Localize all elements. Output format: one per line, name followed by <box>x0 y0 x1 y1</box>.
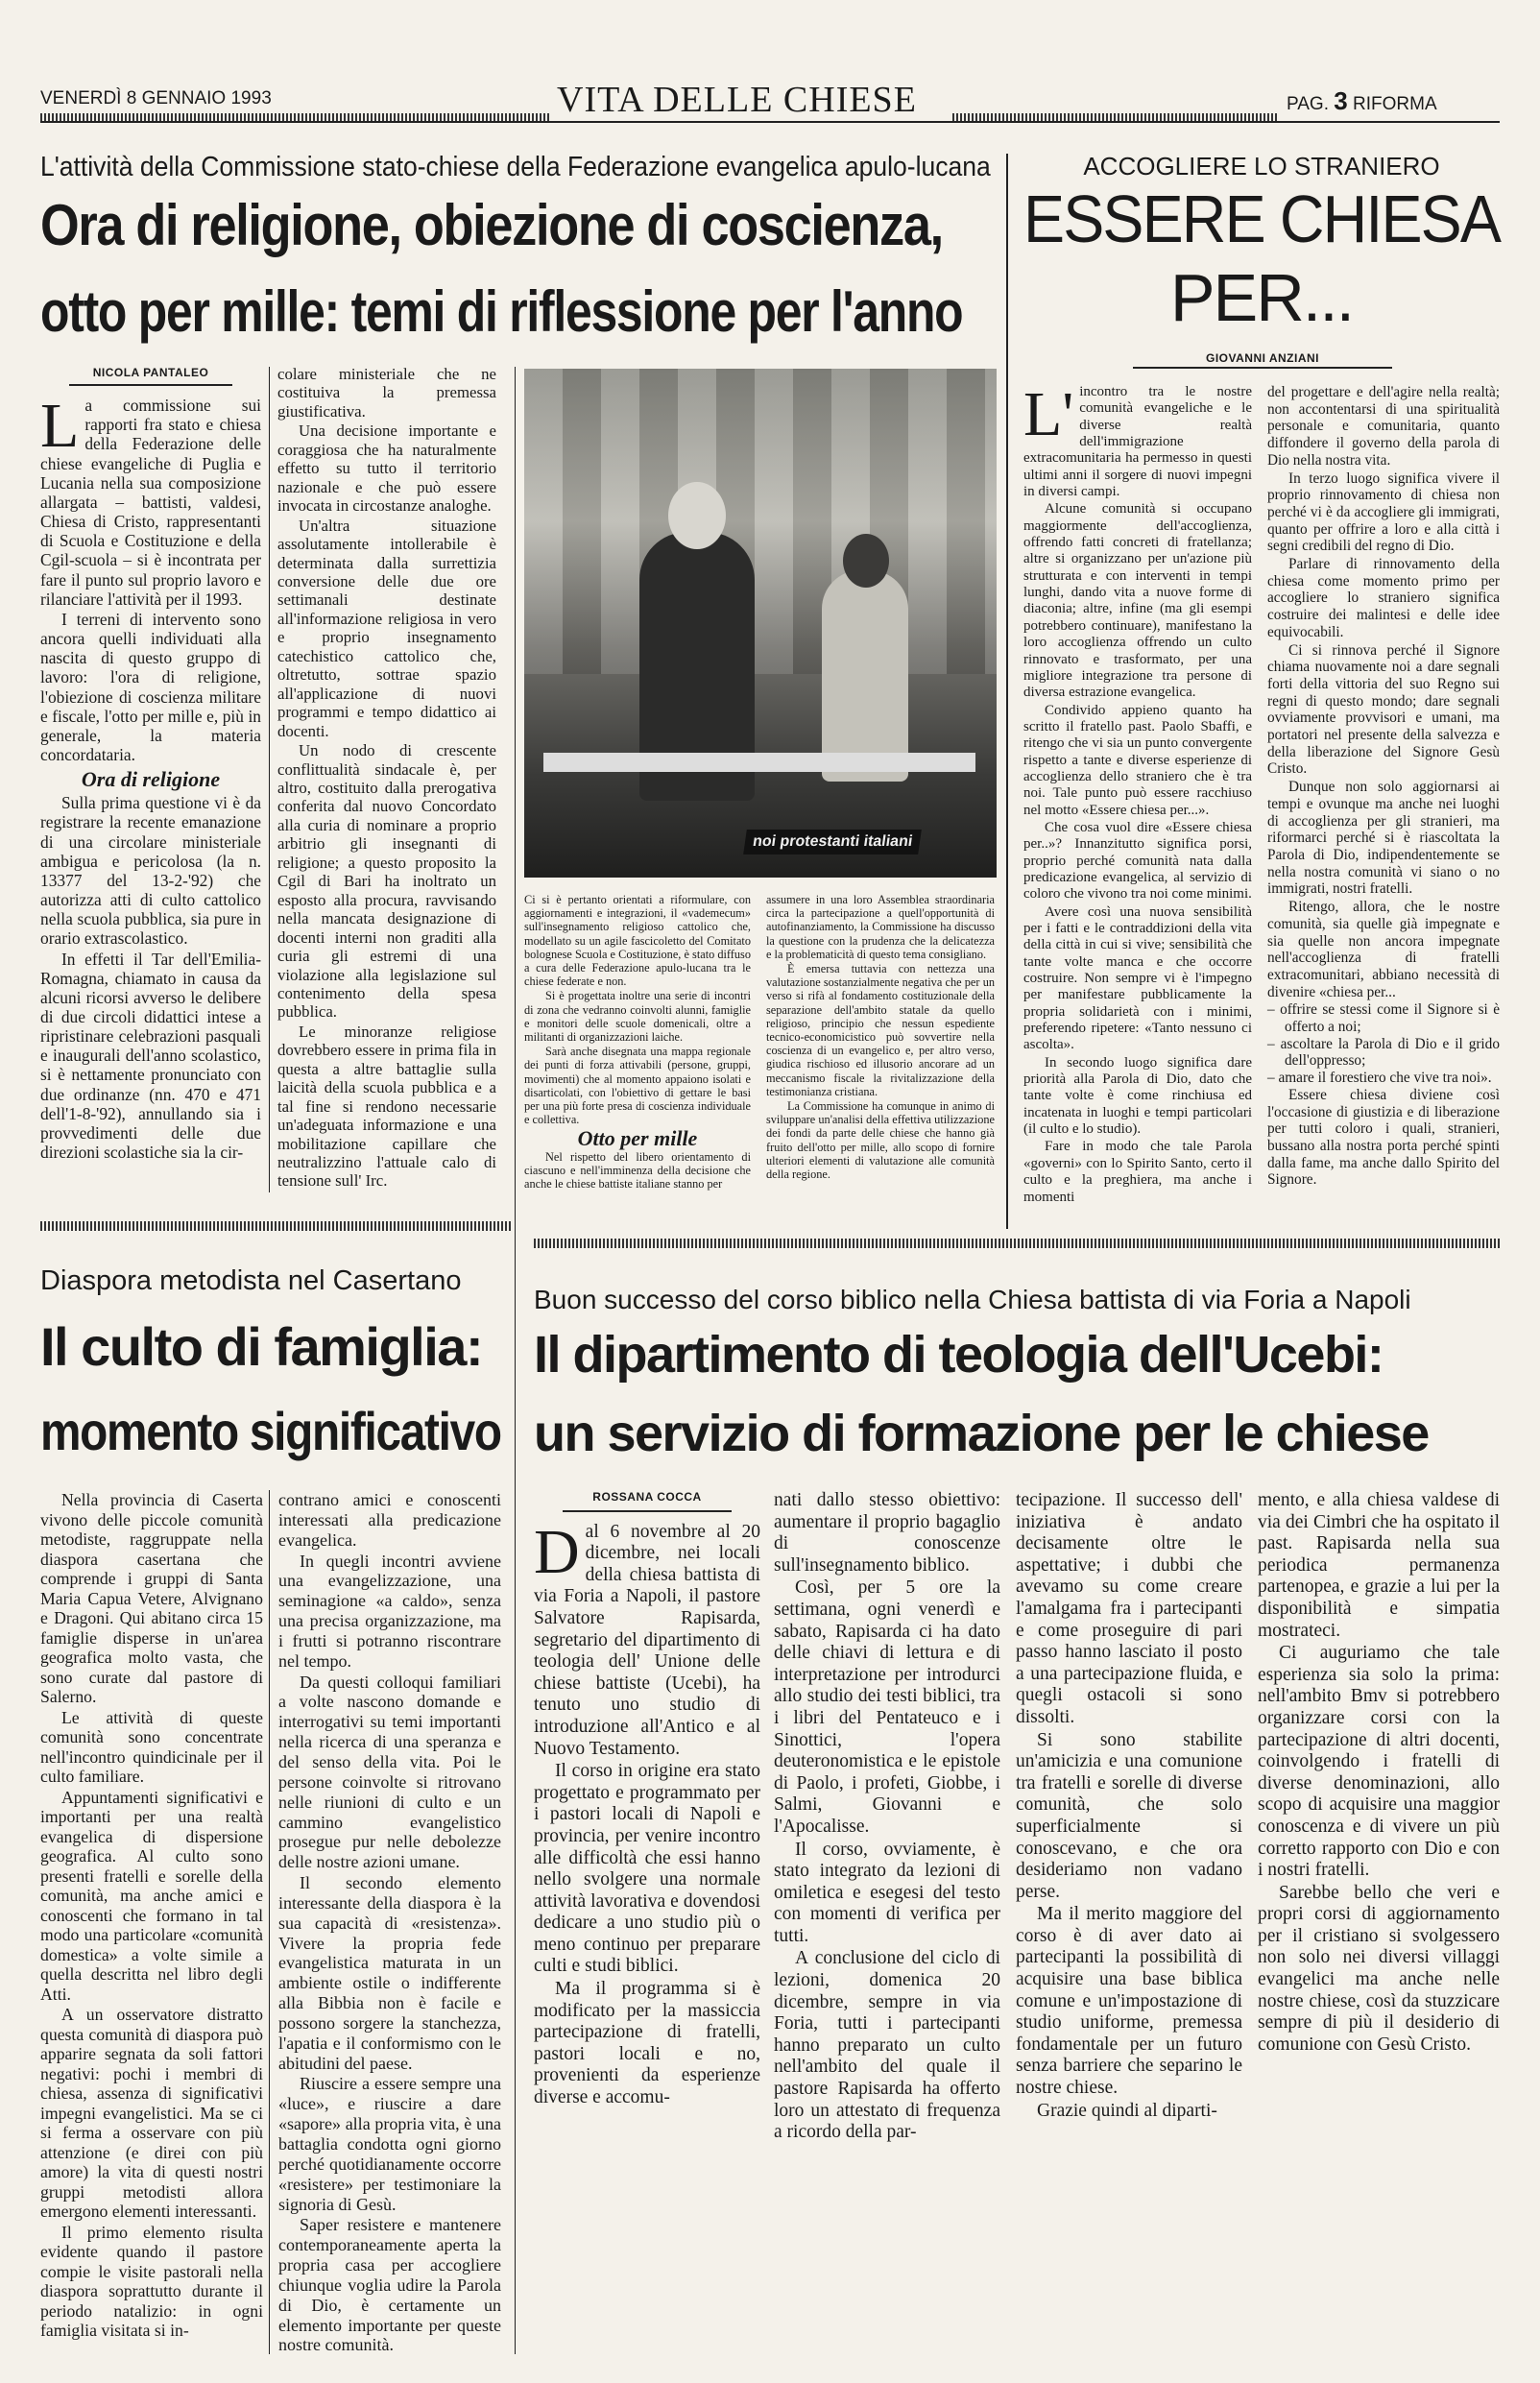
paragraph: Nel rispetto del libero orientamento di ciascuno e nell'imminenza della decisione che anche le chiese battiste italiane stanno per <box>524 1149 751 1192</box>
art4-col3 <box>1016 1490 1242 2123</box>
art3-title-line2: momento significativo <box>40 1401 501 1461</box>
paragraph: Le attività di queste comunità sono concentrate nell'incontro quindicinale per il culto familiare. <box>40 1707 263 1786</box>
paragraph: Parlare di rinnovamento della chiesa come momento primo per accogliere lo straniero significa costruire dei malintesi e delle idee equivocabili. <box>1267 556 1500 640</box>
paragraph: Avere così una nuova sensibilità per i fatti e le contraddizioni della vita della città in cui si vive; sensibilità che tante volte manca e che occorre costruire. Non sempre vi è l'impegno per manifestare pubblicamente la propria solidarietà con i minimi, preferendo ripetere: «Tanto nessuno ci ascolta». <box>1023 903 1252 1053</box>
art1-photo <box>524 369 997 878</box>
paragraph: colare ministeriale che ne costituiva la premessa giustificativa. <box>277 365 496 421</box>
paragraph: Nella provincia di Caserta vivono delle piccole comunità metodiste, raggruppate nella diaspora casertana che comprende i gruppi di Santa Maria Capua Vetere, Alvignano e Dragoni. Qui abitano circa 15 famiglie disperse in un'area geografica molto vasta, che sono curate dal pastore di Salerno. <box>40 1490 263 1706</box>
paragraph: Grazie quindi al diparti- <box>1037 2100 1217 2121</box>
art2-list <box>1278 1001 1500 1087</box>
paragraph: Sulla prima questione vi è da registrare la recente emanazione di una circolare ministeriale ambigua e pericolosa (la n. 13377 del 13-2-'92) che autorizza atti di culto cattolico nella scuola pubblica, sia pure in orario extrascolastico. <box>40 793 261 949</box>
paragraph: Dunque non solo aggiornarsi ai tempi e ovunque ma anche nei luoghi di accoglienza per gli stranieri, ma riformarci perché si è riascoltata la Parola di Dio, indipendentemente se nella nostra comunità vi siano o no immigrati, nostri fratelli. <box>1267 779 1500 898</box>
paragraph: Il primo elemento risulta evidente quando il pastore compie le visite pastorali nella diaspora soprattutto durante il periodo natalizio: in ogni famiglia visitata si in- <box>40 2222 263 2340</box>
paragraph: La Commissione ha comunque in animo di sviluppare un'analisi della effettiva utilizzazione dei fondi da parte delle chiese che hanno già fruito dell'otto per mille, allo scopo di fornire ulteriori elementi di valutazione alle comunità della regione. <box>766 1099 995 1182</box>
paragraph: Da questi colloqui familiari a volte nascono domande e interrogativi su temi importanti nella ricerca di una speranza e del senso della vita. Poi le persone coinvolte si ritrovano nelle riunioni di culto e un cammino evangelistico prosegue pur nelle debolezze delle nostre azioni umane. <box>278 1672 501 1872</box>
paragraph: Ma il programma si è modificato per la massiccia partecipazione di fratelli, pastori locali e no, provenienti da esperienze diverse e accomu- <box>534 1979 760 2108</box>
paragraph: Condivido appieno quanto ha scritto il fratello past. Paolo Sbaffi, e ritengo che vi sia un punto convergente rispetto a tante e diverse esperienze di accoglienza dello straniero che è tra noi. Tale punto può essere racchiuso nel motto «Essere chiesa per...». <box>1023 702 1252 818</box>
masthead-section: VITA DELLE CHIESE <box>557 80 917 120</box>
art2-kicker: ACCOGLIERE LO STRANIERO <box>1083 152 1440 181</box>
masthead-underline <box>40 121 1500 123</box>
paragraph: Che cosa vuol dire «Essere chiesa per..»? Innanzitutto significa porsi, proprio perché comunità nata dalla predicazione evangelica, al servizio di coloro che vivono tra noi come minimi. <box>1023 819 1252 903</box>
art3-kicker: Diaspora metodista nel Casertano <box>40 1265 462 1296</box>
list-item: – ascoltare la Parola di Dio e il grido dell'oppresso; <box>1285 1036 1500 1070</box>
paragraph: Le minoranze religiose dovrebbero essere in prima fila in questa a altre battaglie sulla laicità della scuola pubblica e a tal fine si rendono necessarie un'adeguata informazione e una mobilitazione capillare che neutralizzino l'attuale calo di tensione sull' Irc. <box>277 1022 496 1191</box>
paper-name: RIFORMA <box>1353 94 1437 114</box>
paragraph: Il secondo elemento interessante della diaspora è la sua capacità di «resistenza». Vivere la propria fede evangelistica maturata in un ambiente ostile o indifferente alla Bibbia non è facile e possono sorgere la stanchezza, l'apatia e il conformismo con le abitudini del paese. <box>278 1873 501 2073</box>
art4-title-line1: Il dipartimento di teologia dell'Ucebi: <box>534 1326 1384 1384</box>
paragraph: nati dallo stesso obiettivo: aumentare il proprio bagaglio di conoscenze sull'insegnamento biblico. <box>774 1490 1000 1576</box>
paragraph: Appuntamenti significativi e importanti per una realtà evangelica di dispersione geografica. Al culto sono presenti fratelli e sorelle della comunità, ma anche amici e conoscenti che formano in tal modo una particolare «comunità domestica» a volte simile a quella descritta nel libro degli Atti. <box>40 1787 263 2004</box>
art3-col1 <box>40 1490 263 2342</box>
art1-subhead-ottopermille: Otto per mille <box>577 1126 698 1151</box>
paragraph: Sarebbe bello che veri e propri corsi di aggiornamento per il cristiano si svolgessero non solo nei diversi villaggi evangelici ma anche nelle nostre chiese, così da stuzzicare sempre di più il desiderio di comunione con Gesù Cristo. <box>1258 1882 1500 2055</box>
art3-title-line1: Il culto di famiglia: <box>40 1316 483 1377</box>
art1-title-line1: Ora di religione, obiezione di coscienza, <box>40 193 943 257</box>
art1-subhead-religione: Ora di religione <box>81 767 221 792</box>
art2-title-line2: PER... <box>1169 260 1354 335</box>
art1-col2 <box>277 365 496 1192</box>
masthead-date: VENERDÌ 8 GENNAIO 1993 <box>40 88 272 108</box>
art1-col3 <box>524 893 751 1192</box>
column-rule <box>269 1490 270 2354</box>
paragraph: In effetti il Tar dell'Emilia-Romagna, chiamato in causa da alcuni ricorsi avverso le delibere di due circoli didattici intese a ripristinare celebrazioni pasquali e inaugurali dell'anno scolastico, si è nettamente pronunciato con due ordinanze (nn. 470 e 471 dell'1-8-'92), annullando sia i provvedimenti delle due direzioni scolastiche sia la cir- <box>40 949 261 1163</box>
art4-kicker: Buon successo del corso biblico nella Chiesa battista di via Foria a Napoli <box>534 1285 1411 1314</box>
column-rule <box>269 367 270 1192</box>
art3-top-rule <box>40 1221 511 1231</box>
paragraph: Una decisione importante e coraggiosa che ha naturalmente effetto su tutto il territorio nazionale e che può essere invocata in circostanze analoghe. <box>277 421 496 516</box>
art4-top-rule <box>534 1239 1500 1248</box>
paragraph: Sarà anche disegnata una mappa regionale dei punti di forza attivabili (persone, gruppi, movimenti) che al momento appaiono isolati e disarticolati, con l'obiettivo di gettare le basi per una più forte presa di coscienza individuale e collettiva. <box>524 1045 751 1127</box>
column-rule-right <box>1006 154 1008 1229</box>
column-rule <box>515 367 516 2354</box>
paragraph: Così, per 5 ore la settimana, ogni venerdì e sabato, Rapisarda ci ha dato delle chiavi di lettura e di interpretazione per introdurci allo studio dei testi biblici, tra i libri del Pentateuco e i Sinottici, l'opera deuteronomistica e le epistole di Paolo, i profeti, Giobbe, i Salmi, Giovanni e l'Apocalisse. <box>774 1577 1000 1837</box>
art4-col4 <box>1258 1490 1500 2057</box>
paragraph: Si sono stabilite un'amicizia e una comunione tra fratelli e sorelle di diverse comunità, che solo superficialmente si conoscevano, e che ora desideriamo non vadano perse. <box>1016 1729 1242 1902</box>
art1-drop-cap: L <box>40 391 80 462</box>
paragraph: Saper resistere e mantenere contemporaneamente aperta la propria casa per accogliere chiunque voglia udire la Parola di Dio, è certamente un elemento importante per queste nostre comunità. <box>278 2215 501 2355</box>
page-label: PAG. <box>1287 94 1329 114</box>
art4-title-line2: un servizio di formazione per le chiese <box>534 1405 1429 1462</box>
photo-banner: noi protestanti italiani <box>743 830 922 855</box>
art2-byline: GIOVANNI ANZIANI <box>1133 351 1392 369</box>
paragraph: Il corso, ovviamente, è stato integrato da lezioni di omiletica e esegesi del testo con momenti di verifica per tutti. <box>774 1839 1000 1946</box>
art1-byline: NICOLA PANTALEO <box>69 363 232 386</box>
art2-col1 <box>1023 379 1252 1207</box>
art1-title-line2: otto per mille: temi di riflessione per l'anno <box>40 279 963 344</box>
page-number: 3 <box>1334 86 1348 115</box>
list-item: – offrire se stessi come il Signore si è offerto a noi; <box>1285 1001 1500 1035</box>
paragraph: Un nodo di crescente conflittualità sindacale è, per altro, costituito dalla prerogativa conferita dal nuovo Concordato alla curia di nominare a proprio arbitrio gli insegnanti di religione; a questo proposito la Cgil di Bari ha inoltrato un esposto alla procura, ravvisando nella mancata designazione di docenti interni non graditi alla curia gli estremi di una violazione alla legislazione sul contenimento della spesa pubblica. <box>277 741 496 1022</box>
paragraph: Ma il merito maggiore del corso è di aver dato ai partecipanti la possibilità di acquisire una base biblica comune e un'impostazione di studio uniforme, premessa fondamentale per un futuro senza barriere che separino le nostre chiese. <box>1016 1904 1242 2099</box>
paragraph: al 6 novembre al 20 dicembre, nei locali della chiesa battista di via Foria a Napoli, il pastore Salvatore Rapisarda, segretario del dipartimento di teologia dell' Unione delle chiese battiste (Ucebi), ha tenuto uno studio di introduzione all'Antico e al Nuovo Testamento. <box>534 1521 760 1759</box>
paragraph: In secondo luogo significa dare priorità alla Parola di Dio, dato che tante volte è come rinchiusa ed incatenata in luoghi e tempi particolari (il culto e lo studio). <box>1023 1054 1252 1138</box>
paragraph: È emersa tuttavia con nettezza una valutazione sostanzialmente negativa che per un verso si rifà al fondamento costituzionale della separazione dell'ambito statale da quello religioso, principio che nessun espediente tecnico-economicistico può sovvertire nella coscienza di un evangelico e, per altro verso, giudica rischioso ed illusorio ancorare ad un meccanismo fiscale la rivitalizzazione della testimonianza cristiana. <box>766 962 995 1098</box>
art1-kicker: L'attività della Commissione stato-chiese della Federazione evangelica apulo-lucana <box>40 152 991 182</box>
paragraph: assumere in una loro Assemblea straordinaria circa la partecipazione a quell'opportunità di autofinanziamento, la Commissione ha discusso la questione con la prudenza che la delicatezza e la problematicità di questo tema consigliano. <box>766 893 995 961</box>
masthead-page <box>1287 86 1437 116</box>
art4-drop-cap: D <box>534 1516 580 1587</box>
art4-byline: ROSSANA COCCA <box>563 1486 732 1512</box>
list-item: – amare il forestiero che vive tra noi». <box>1285 1070 1500 1087</box>
paragraph: Alcune comunità si occupano maggiormente dell'accoglienza, offrendo fatti concreti di fratellanza; altre si organizzano per un'azione più strutturata e con interventi in tempi lunghi, dando vita a nuove forme di diaconia; altre, infine (ma gli esempi potrebbero continuare), manifestano la loro accoglienza offrendo un culto rinnovato e trasformato, per una migliore integrazione tra persone di diversa estrazione evangelica. <box>1023 501 1252 701</box>
paragraph: In quegli incontri avviene una evangelizzazione, una seminagione «a caldo», senza una precisa organizzazione, ma i frutti si potranno riscontrare nel tempo. <box>278 1551 501 1671</box>
paragraph: Si è progettata inoltre una serie di incontri di zona che vedranno coinvolti alunni, famiglie e monitori delle scuole domenicali, oltre a militanti di organizzazioni laiche. <box>524 989 751 1045</box>
paragraph: tecipazione. Il successo dell' iniziativa è andato decisamente oltre le aspettative; i dubbi che avevamo su come creare l'amalgama fra i partecipanti e come proseguire di pari passo hanno lasciato il posto a una partecipazione fluida, e quegli ostacoli si sono dissolti. <box>1016 1490 1242 1727</box>
art1-col1 <box>40 363 261 1163</box>
paragraph: mento, e alla chiesa valdese di via dei Cimbri che ha ospitato il past. Rapisarda nella sua periodica permanenza partenopea, e grazie a lui per la disponibilità e simpatia mostrateci. <box>1258 1490 1500 1641</box>
art2-title-line1: ESSERE CHIESA <box>1023 181 1501 256</box>
paragraph: A un osservatore distratto questa comunità di diaspora può apparire segnata da soli fattori negativi: pochi i membri di chiesa, assenza di significativi impegni evangelistici. Ma se ci si ferma a osservare con più attenzione (e direi con più amore) la vita di questi nostri gruppi metodisti allora emergono elementi interessanti. <box>40 2005 263 2221</box>
art4-col2 <box>774 1490 1000 2145</box>
paragraph: incontro tra le nostre comunità evangeliche e le diverse realtà dell'immigrazione extracomunitaria ha permesso in questi ultimi anni il sorgere di nuovi impegni in diversi campi. <box>1023 384 1252 500</box>
paragraph: a commissione sui rapporti fra stato e chiesa della Federazione delle chiese evangeliche di Puglia e Lucania nella sua composizione allargata – battisti, valdesi, Chiesa di Cristo, rappresentanti di Scuola e Costituzione e della Cgil-scuola – si è incontrata per fare il punto sul proprio lavoro e rilanciare l'attività per il 1993. <box>40 396 261 609</box>
art4-col1 <box>534 1486 760 2110</box>
paragraph: del progettare e dell'agire nella realtà; non accontentarsi di una spiritualità personale e comunitaria, quanto diffondere il governo della parola di Dio nella nostra vita. <box>1267 384 1500 469</box>
paragraph: In terzo luogo significa vivere il proprio rinnovamento di chiesa non perché vi è da accogliere gli immigrati, quanto per offrire a loro e alla città i segni credibili del regno di Dio. <box>1267 469 1500 555</box>
paragraph: Riuscire a essere sempre una «luce», e riuscire a dare «sapore» alla propria vita, è una battaglia condotta ogni giorno perché quotidianamente occorre «resistere» per testimoniare la signoria di Gesù. <box>278 2074 501 2214</box>
paragraph: Fare in modo che tale Parola «governi» con lo Spirito Santo, certo il culto e la preghiera, ma anche i momenti <box>1023 1139 1252 1205</box>
paragraph: I terreni di intervento sono ancora quelli individuati alla nascita di questo gruppo di lavoro: l'ora di religione, l'obiezione di coscienza militare e fiscale, l'otto per mille e, più in generale, la materia concordataria. <box>40 609 261 764</box>
paragraph: Il corso in origine era stato progettato e programmato per i pastori locali di Napoli e provincia, per venire incontro alle difficoltà che essi hanno nello svolgere una normale attività lavorativa e dovendosi dedicare a uno studio più o meno continuo per preparare culti e studi biblici. <box>534 1761 760 1977</box>
paragraph: Ci auguriamo che tale esperienza sia solo la prima: nell'ambito Bmv si potrebbero organizzare corsi con la partecipazione di altri docenti, coinvolgendo i fratelli di diverse denominazioni, allo scopo di acquisire una maggior conoscenza e di vivere un più corretto rapporto con Dio e con i nostri fratelli. <box>1258 1643 1500 1881</box>
paragraph: contrano amici e conoscenti interessati alla predicazione evangelica. <box>278 1490 501 1550</box>
paragraph: A conclusione del ciclo di lezioni, domenica 20 dicembre, sempre in via Foria, tutti i partecipanti hanno preparato un culto nell'ambito del quale il pastore Rapisarda ha offerto loro un attestato di frequenza a ricordo della par- <box>774 1948 1000 2143</box>
paragraph: Essere chiesa diviene così l'occasione di giustizia e di liberazione per tutti coloro i quali, stranieri, bussano alla nostra porta perché spinti dalla fame, ma anche dallo Spirito del Signore. <box>1267 1086 1500 1189</box>
art1-col4 <box>766 893 995 1182</box>
paragraph: Ritengo, allora, che le nostre comunità, sia quelle già impegnate e sia quelle non ancora impegnate nell'accoglienza di fratelli extracomunitari, abbiano necessità di divenire «chiesa per... <box>1267 899 1500 1000</box>
art3-col2 <box>278 1490 501 2356</box>
paragraph: Un'altra situazione assolutamente intollerabile è determinata dalla surrettizia conversione delle due ore settimanali destinate all'informazione religiosa in vero e proprio insegnamento catechistico cattolico che, oltretutto, sottrae spazio all'applicazione di nuovi programmi e tempo didattico ai docenti. <box>277 516 496 740</box>
art2-col2 <box>1267 384 1500 1190</box>
art2-drop-cap: L' <box>1023 379 1074 449</box>
paragraph: Ci si è pertanto orientati a riformulare, con aggiornamenti e integrazioni, il «vademecum» sull'insegnamento religioso cattolico che, modellato su un agile fascicoletto del Comitato bolognese Scuola e Costituzione, è stato diffuso a cura delle Federazione apulo-lucana tra le chiese federate e non. <box>524 893 751 989</box>
paragraph: Ci si rinnova perché il Signore chiama nuovamente noi a dare segnali forti della vittoria del suo Regno sui regni di questo mondo; dare segnali ovviamente provvisori e umani, ma portatori nel presente della salvezza e della liberazione del Signore Gesù Cristo. <box>1267 641 1500 778</box>
